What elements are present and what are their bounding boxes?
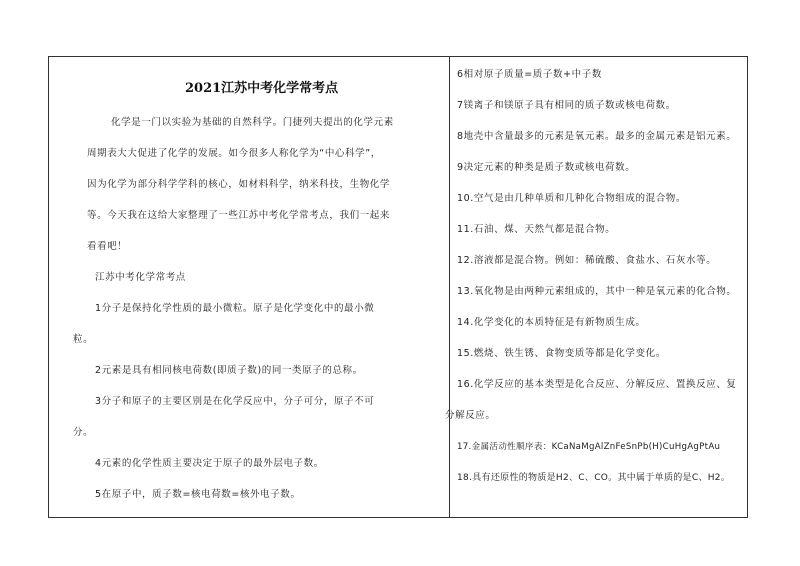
intro-line: 周期表大大促进了化学的发展。如今很多人称化学为“中心科学”， [87, 148, 381, 159]
point-item: 16.化学反应的基本类型是化合反应、分解反应、置换反应、复 [457, 379, 737, 390]
intro-line: 化学是一门以实验为基础的自然科学。门捷列夫提出的化学元素 [111, 117, 394, 128]
point-item: 15.燃烧、铁生锈、食物变质等都是化学变化。 [457, 348, 666, 359]
point-item: 18.具有还原性的物质是H2、C、CO。其中属于单质的是C、H2。 [457, 473, 731, 483]
point-item: 3分子和原子的主要区别是在化学反应中，分子可分，原子不可 [95, 396, 375, 407]
point-item: 11.石油、煤、天然气都是混合物。 [457, 224, 616, 235]
point-item: 9决定元素的种类是质子数或核电荷数。 [457, 162, 636, 173]
point-item: 4元素的化学性质主要决定于原子的最外层电子数。 [95, 458, 324, 469]
point-item: 2元素是具有相同核电荷数(即质子数)的同一类原子的总称。 [95, 365, 363, 376]
point-item: 粒。 [73, 334, 94, 345]
point-item: 8地壳中含量最多的元素是氧元素。最多的金属元素是铝元素。 [457, 131, 737, 142]
point-item: 1分子是保持化学性质的最小微粒。原子是化学变化中的最小微 [95, 303, 375, 314]
point-item: 10.空气是由几种单质和几种化合物组成的混合物。 [457, 193, 687, 204]
section-subtitle: 江苏中考化学常考点 [95, 272, 186, 283]
point-item: 17.金属活动性顺序表：KCaNaMgAlZnFeSnPb(H)CuHgAgPtAu [457, 442, 721, 452]
point-item: 5在原子中，质子数=核电荷数=核外电子数。 [95, 489, 301, 500]
point-item: 分。 [73, 427, 94, 438]
point-item: 13.氧化物是由两种元素组成的，其中一种是氧元素的化合物。 [457, 286, 737, 297]
intro-line: 看看吧！ [87, 241, 128, 252]
intro-line: 因为化学为部分科学学科的核心，如材料科学，纳米科技，生物化学 [87, 179, 391, 190]
column-divider [449, 57, 450, 517]
point-item: 14.化学变化的本质特征是有新物质生成。 [457, 317, 646, 328]
document-sheet [48, 56, 748, 518]
document-title: 2021江苏中考化学常考点 [185, 81, 339, 96]
point-item: 7镁离子和镁原子具有相同的质子数或核电荷数。 [457, 100, 676, 111]
point-item: 6相对原子质量=质子数+中子数 [457, 69, 602, 80]
point-item: 分解反应。 [445, 410, 496, 421]
intro-line: 等。今天我在这给大家整理了一些江苏中考化学常考点，我们一起来 [87, 210, 391, 221]
point-item: 12.溶液都是混合物。例如：稀硫酸、食盐水、石灰水等。 [457, 255, 717, 266]
